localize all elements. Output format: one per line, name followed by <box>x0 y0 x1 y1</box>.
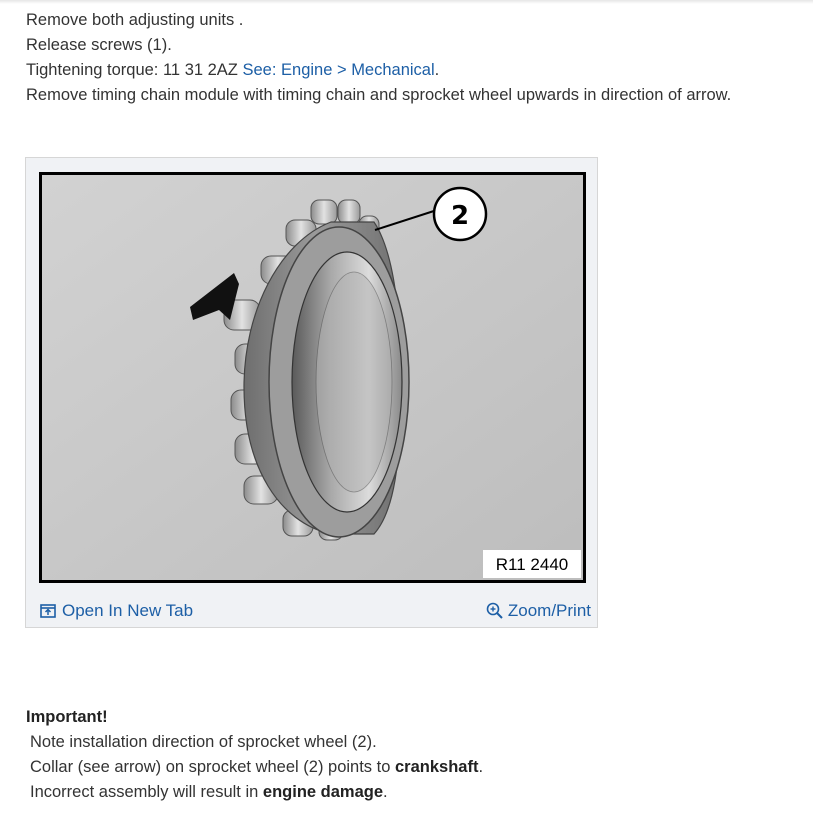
bore-inner <box>316 272 392 492</box>
procedure-steps <box>26 8 731 108</box>
damage-period: . <box>383 783 388 801</box>
collar-period: . <box>478 758 484 776</box>
zoom-print-link[interactable] <box>486 601 591 621</box>
important-line-damage <box>26 780 483 805</box>
step-remove-timing-chain: Remove timing chain module with timing chain and sprocket wheel upwards in direction of arrow. <box>26 86 732 104</box>
reference-code: R11 2440 <box>495 555 569 574</box>
zoom-print-label: Zoom/Print <box>507 601 591 620</box>
see-engine-mechanical-link[interactable]: See: Engine > Mechanical <box>242 61 435 79</box>
open-in-new-tab-link[interactable] <box>40 601 193 621</box>
damage-text: Incorrect assembly will result in <box>30 783 263 801</box>
callout-number: 2 <box>450 201 470 231</box>
sprocket-diagram <box>39 172 586 583</box>
torque-period: . <box>434 61 440 79</box>
step-remove-adjusting-units: Remove both adjusting units . <box>26 11 244 29</box>
step-release-screws: Release screws (1). <box>26 36 172 54</box>
collar-text: Collar (see arrow) on sprocket wheel (2) points to <box>30 758 395 776</box>
crankshaft-emphasis: crankshaft <box>394 758 479 776</box>
important-notice <box>26 705 483 805</box>
important-title: Important! <box>26 708 108 726</box>
step-tightening-torque <box>26 58 731 83</box>
engine-damage-emphasis: engine damage <box>262 783 384 801</box>
sprocket-illustration[interactable] <box>39 172 586 583</box>
important-line-collar <box>26 755 483 780</box>
important-line-installation: Note installation direction of sprocket wheel (2). <box>30 733 377 751</box>
figure-footer <box>26 595 597 627</box>
figure-panel <box>25 157 598 628</box>
open-new-tab-icon <box>40 604 56 618</box>
open-in-new-tab-label: Open In New Tab <box>62 601 194 620</box>
zoom-icon <box>486 602 504 620</box>
torque-text: Tightening torque: 11 31 2AZ <box>26 61 243 79</box>
top-divider <box>0 0 813 4</box>
